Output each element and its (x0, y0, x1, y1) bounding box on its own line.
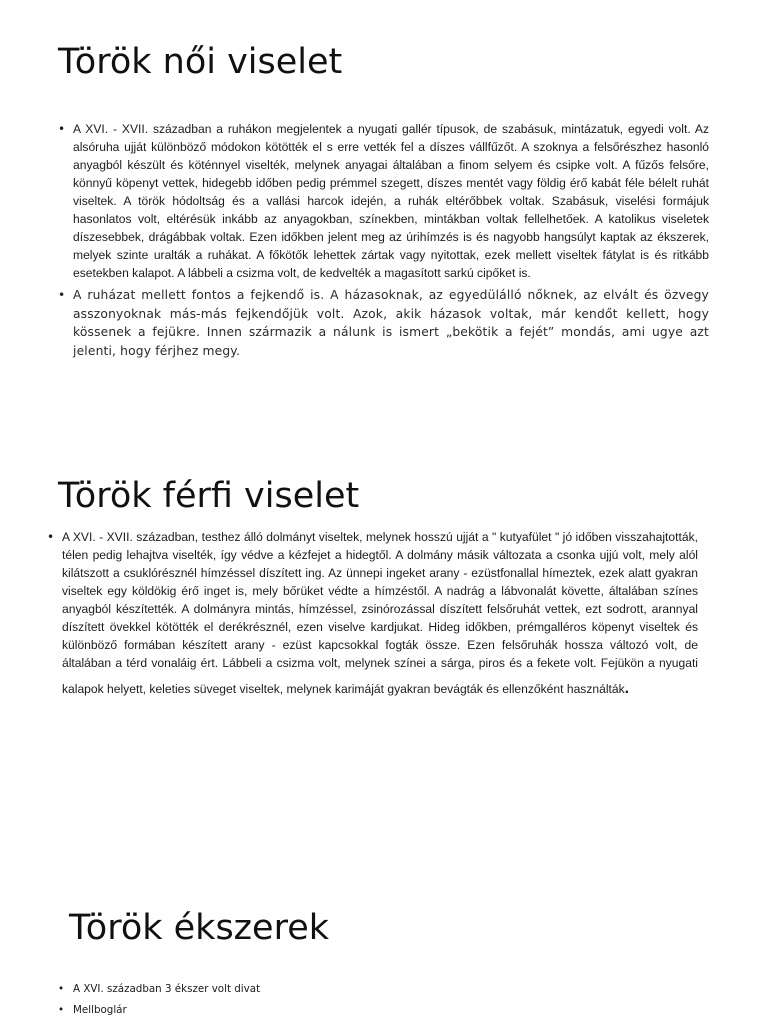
bullet-list-jewelry (58, 979, 673, 1021)
period-mark: . (624, 680, 630, 697)
bullet-list-women (58, 120, 709, 360)
bullet-icon: • (58, 1004, 65, 1016)
bullet-list-men (47, 528, 698, 698)
bullet-icon: • (58, 288, 66, 302)
bullet-icon: • (58, 983, 65, 995)
section-title-jewelry: Török ékszerek (69, 908, 330, 948)
bullet-icon: • (47, 530, 55, 544)
list-item (58, 979, 673, 1000)
section-title-men: Török férfi viselet (58, 476, 360, 516)
list-item-text: Mellboglár (73, 1004, 127, 1016)
list-item-text: A XVI. században 3 ékszer volt divat (73, 983, 261, 995)
paragraph-text-end (62, 680, 629, 698)
paragraph-text: A ruházat mellett fontos a fejkendő is. A házasoknak, az egyedülálló nőknek, az elvált és özvegy asszonyoknak más-más fejkendőjük volt. Azok, akik házasok voltak, már kendőt kellett, hogy kössenek a fejükre. Innen származik a nálunk is ismert „bekötik a fejét” mondás, ami ugye azt jelenti, hogy férjhez megy. (73, 288, 709, 358)
paragraph-text: A XVI. - XVII. században, testhez álló dolmányt viseltek, melynek hosszú ujját a " kutyafület " jó időben visszahajtották, télen pedig lehajtva viselték, így védve a kézfejet a hidegtől. A dolmány másik változata a csonka ujjú volt, mely alól kilátszott a csuklórésznél hímzéssel díszített ing. Az ünnepi ingeket arany - ezüstfonallal hímeztek, ezek alatt gyakran viseltek egy köldökig érő inget is, mely bőrüket védte a hímzéstől. A nadrág a lábvonalát követte, általában színes anyagból készítették. A dolmányra mintás, hímzéssel, zsinórozással díszített felsőruhát vettek, ezt sodrott, arannyal díszített övekkel kötötték el derékrésznél, ezen viselve kardjukat. Hideg időkben, prémgalléros köpenyt viseltek és különböző formában készített arany - ezüst kapcsokkal fogták össze. Ezen felsőruhák hossza változó volt, de általában a térd vonaláig ért. Lábbeli a csizma volt, melynek színei a sárga, piros és a fekete volt. Fejükön a nyugati (62, 530, 698, 670)
list-item (47, 528, 698, 698)
section-title-women: Török női viselet (58, 42, 343, 82)
paragraph-text: A XVI. - XVII. században a ruhákon megjelentek a nyugati gallér típusok, de szabásuk, mintázatuk, egyedi volt. Az alsóruha ujját különböző módokon kötötték el s erre vették fel a díszes vállfűzőt. A szoknya a felsőrészhez hasonló anyagból készült és köténnyel viselték, melynek anyagai általában a finom selyem és csipke volt. A fűzős felsőre, könnyű köpenyt vettek, hidegebb időben pedig prémmel szegett, díszes mentét vagy földig érő kabát féle bélelt ruhát viseltek. A török hódoltság és a vallási harcok idején, a ruhák eltérőbbek voltak. Szabásuk, viselési formájuk hasonlatos volt, eltérésük inkább az anyagokban, színekben, mintákban voltak fellelhetőek. A katolikus viseletek díszesebbek, drágábbak voltak. Ezen időkben jelent meg az úrihímzés is és nagyobb hangsúlyt kaptak az ékszerek, melyek szinte uralták a ruhákat. A főkötők lehettek zártak vagy nyitottak, ezek mellett viseltek fátylat is és ritkább esetekben kalapot. A lábbeli a csizma volt, de kedvelték a magasított sarkú cipőket is. (73, 122, 709, 280)
list-item (58, 286, 709, 360)
paragraph-text-last-line: kalapok helyett, keleties süveget viseltek, melynek karimáját gyakran bevágták és ellenzőként használták (62, 682, 625, 696)
list-item (58, 1000, 673, 1021)
bullet-icon: • (58, 122, 66, 136)
list-item (58, 120, 709, 282)
